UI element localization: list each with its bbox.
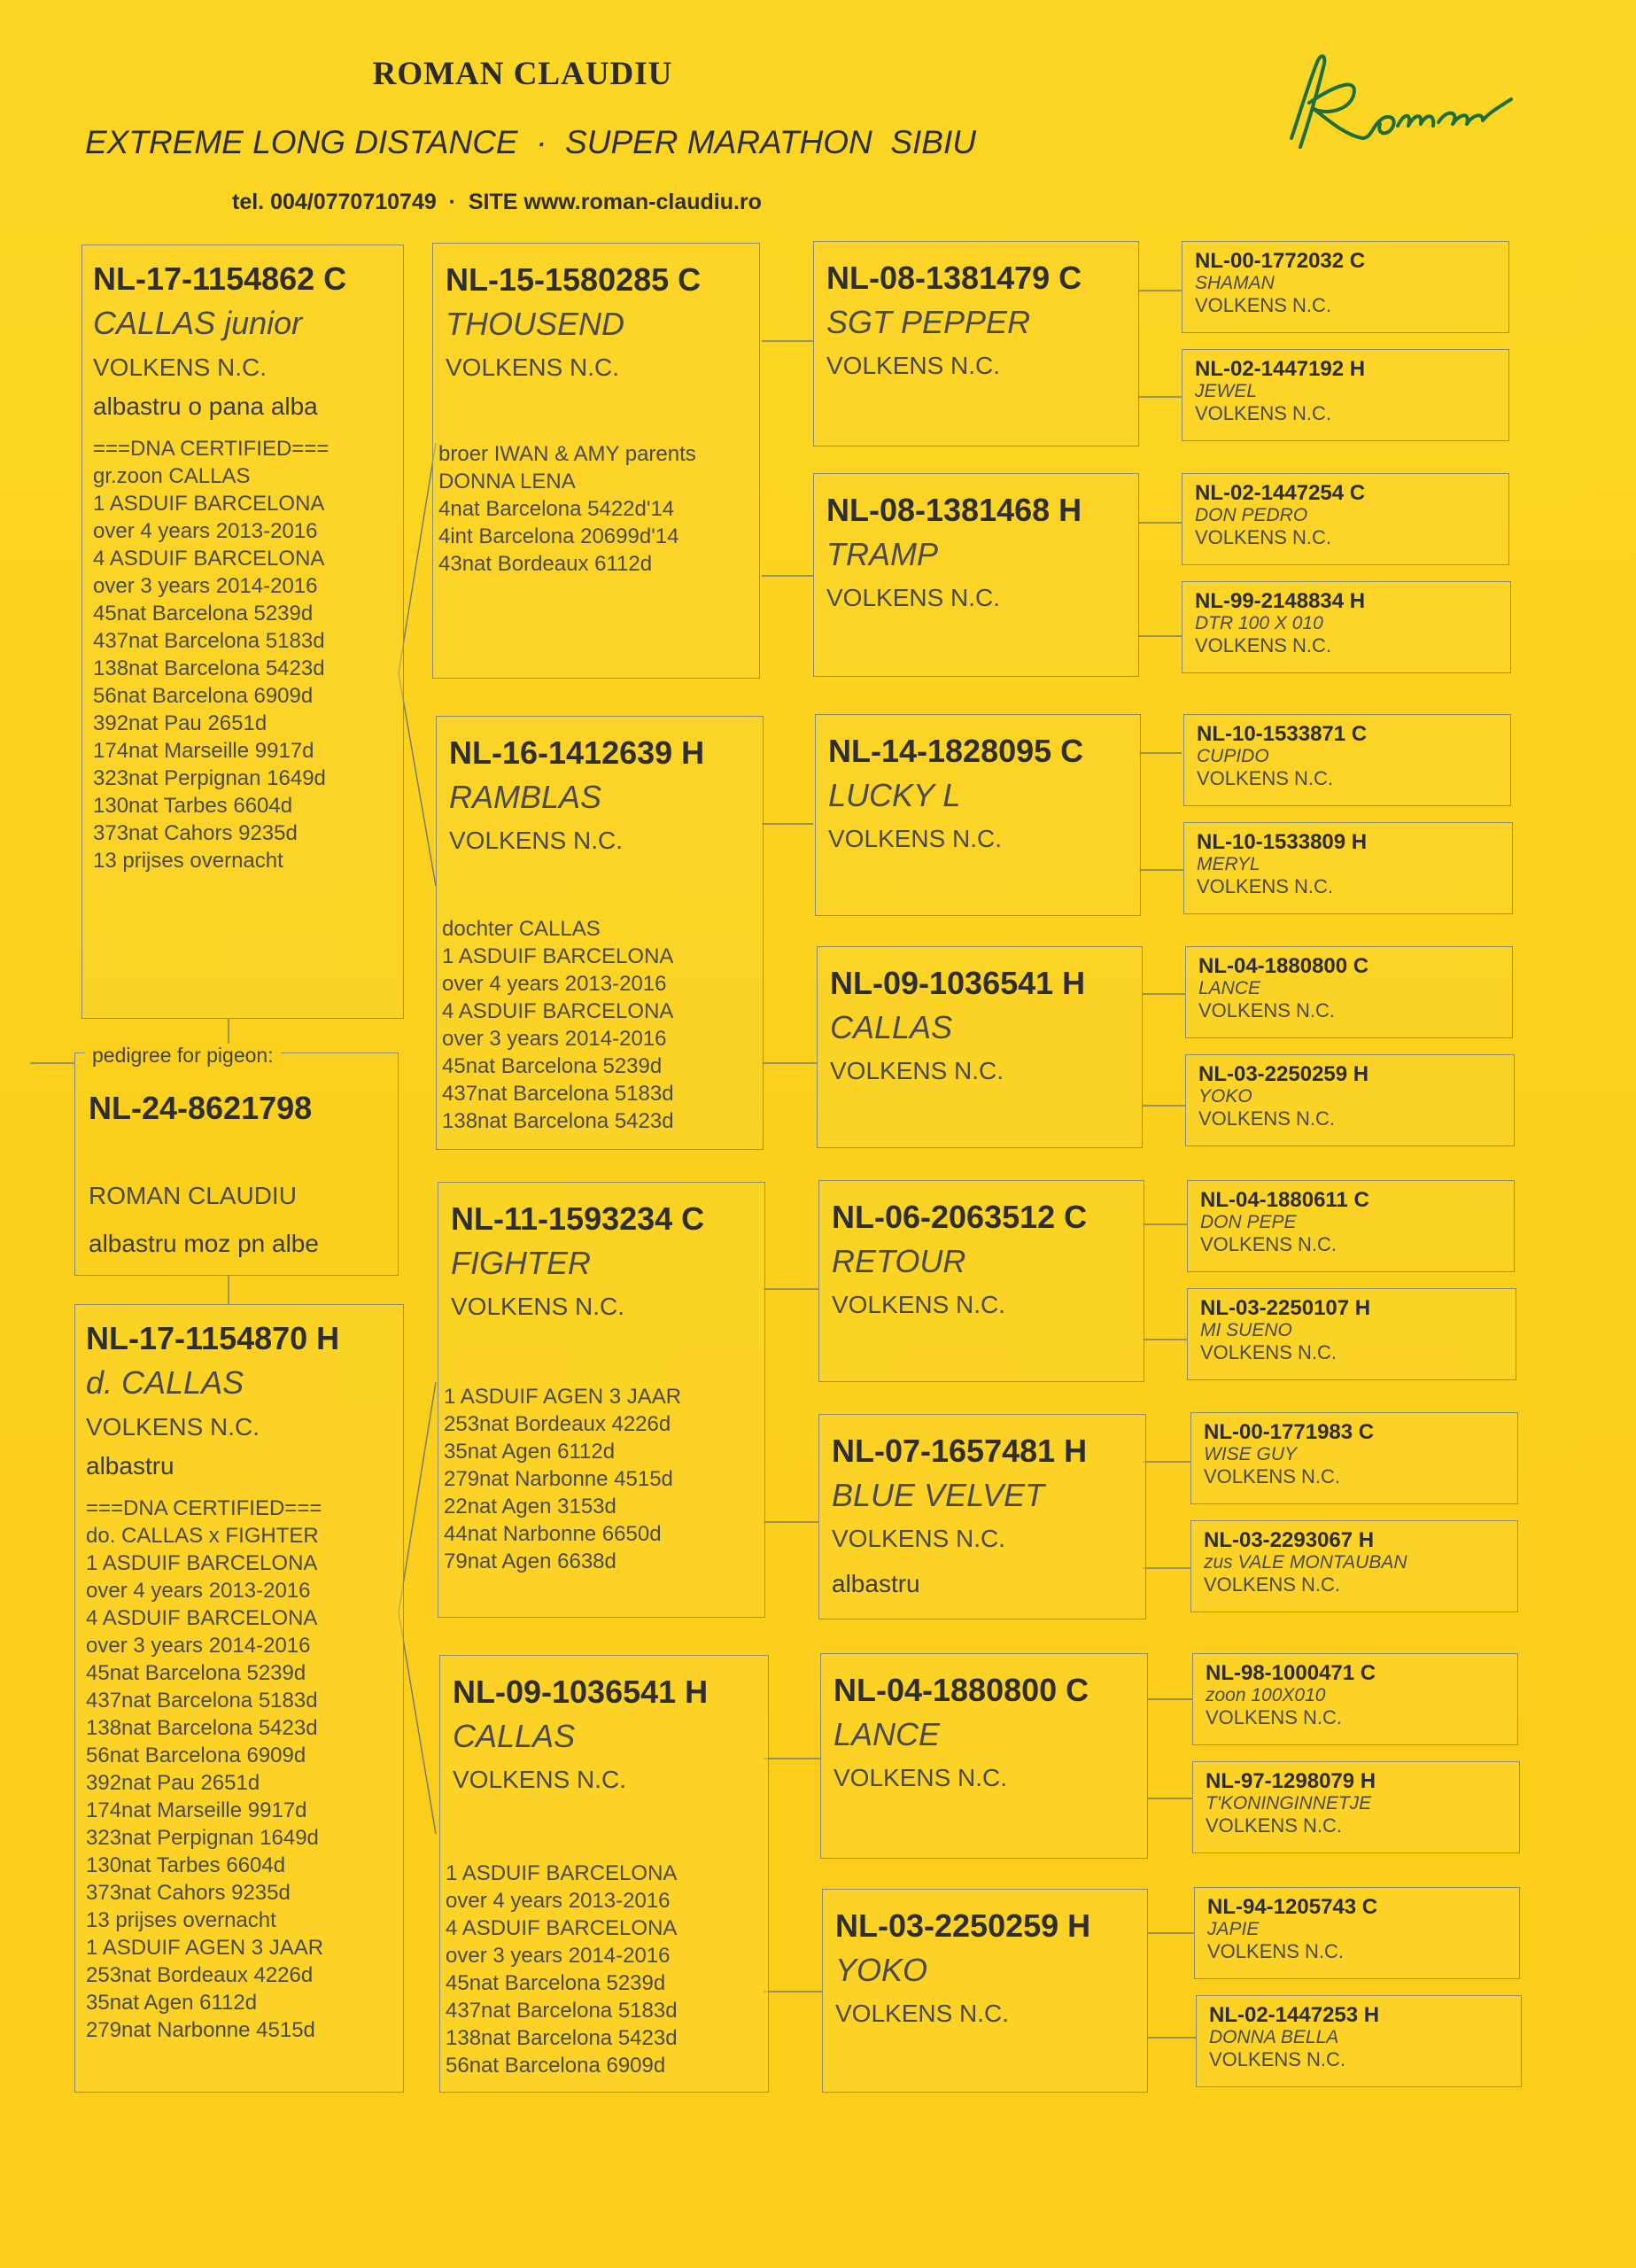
gen2-box — [438, 1182, 765, 1618]
pigeon-name: FIGHTER — [451, 1245, 591, 1281]
note-line: over 4 years 2013-2016 — [86, 1579, 311, 1603]
note-line: 437nat Barcelona 5183d — [442, 1082, 674, 1106]
note-line: 437nat Barcelona 5183d — [446, 1999, 678, 2023]
pigeon-name: RETOUR — [832, 1243, 966, 1279]
note-line: 373nat Cahors 9235d — [93, 821, 298, 845]
ring-number: NL-10-1533809 H — [1197, 830, 1368, 854]
breeder: VOLKENS N.C. — [826, 352, 1001, 379]
pigeon-color: albastru — [86, 1452, 174, 1480]
breeder: VOLKENS N.C. — [834, 1764, 1008, 1791]
breeder: VOLKENS N.C. — [826, 584, 1001, 611]
note-line: 138nat Barcelona 5423d — [446, 2026, 678, 2050]
pigeon-name: CUPIDO — [1197, 746, 1269, 766]
sire-box — [81, 245, 404, 1019]
breeder: VOLKENS N.C. — [86, 1413, 260, 1441]
note-line: 4 ASDUIF BARCELONA — [86, 1606, 318, 1630]
gen4-box — [1194, 1887, 1520, 1979]
pigeon-name: RAMBLAS — [449, 779, 602, 815]
pigeon-name: DON PEPE — [1200, 1212, 1297, 1232]
pigeon-name: THOUSEND — [446, 306, 625, 342]
breeder: VOLKENS N.C. — [453, 1766, 627, 1793]
pedigree-label: pedigree for pigeon: — [85, 1044, 281, 1068]
ring-number: NL-09-1036541 H — [830, 965, 1086, 1001]
ring-number: NL-98-1000471 C — [1206, 1661, 1376, 1685]
ring-number: NL-99-2148834 H — [1195, 589, 1366, 613]
ring-number: NL-06-2063512 C — [832, 1199, 1088, 1235]
pigeon-name: zoon 100X010 — [1206, 1685, 1326, 1705]
note-line: 138nat Barcelona 5423d — [86, 1716, 318, 1740]
pigeon-name: CALLAS — [453, 1718, 576, 1754]
note-line: 56nat Barcelona 6909d — [86, 1744, 306, 1767]
breeder: VOLKENS N.C. — [1207, 1940, 1345, 1962]
breeder: VOLKENS N.C. — [1200, 1341, 1337, 1363]
gen4-box — [1192, 1761, 1520, 1853]
note-line: do. CALLAS x FIGHTER — [86, 1524, 319, 1548]
note-line: over 3 years 2014-2016 — [93, 574, 318, 598]
gen4-box — [1187, 1288, 1516, 1380]
breeder: VOLKENS N.C. — [1206, 1814, 1343, 1837]
note-line: 437nat Barcelona 5183d — [93, 629, 325, 653]
breeder: VOLKENS N.C. — [1195, 402, 1332, 424]
pigeon-name: JEWEL — [1195, 381, 1258, 401]
ring-number: NL-03-2293067 H — [1204, 1528, 1375, 1552]
note-line: 1 ASDUIF BARCELONA — [86, 1551, 318, 1575]
gen2-box — [436, 716, 764, 1150]
gen4-box — [1190, 1520, 1518, 1612]
ring-number: NL-02-1447254 C — [1195, 481, 1366, 505]
note-line: 1 ASDUIF BARCELONA — [446, 1861, 678, 1885]
breeder: VOLKENS N.C. — [1198, 1107, 1336, 1130]
note-line: 1 ASDUIF AGEN 3 JAAR — [444, 1385, 682, 1409]
pigeon-name: LANCE — [834, 1716, 941, 1752]
pigeon-color: albastru — [832, 1570, 920, 1597]
note-line: 174nat Marseille 9917d — [86, 1798, 307, 1822]
performance-notes — [438, 440, 696, 578]
pigeon-name: TRAMP — [826, 536, 938, 572]
gen4-box — [1187, 1180, 1515, 1272]
pigeon-name: MI SUENO — [1200, 1320, 1292, 1340]
note-line: 13 prijses overnacht — [93, 849, 283, 873]
performance-notes — [86, 1495, 392, 2044]
note-line: 253nat Bordeaux 4226d — [444, 1412, 671, 1436]
breeder: VOLKENS N.C. — [1200, 1233, 1337, 1255]
note-line: 1 ASDUIF AGEN 3 JAAR — [86, 1936, 324, 1960]
note-line: 4 ASDUIF BARCELONA — [442, 999, 674, 1023]
note-line: over 4 years 2013-2016 — [93, 519, 318, 543]
pigeon-name: SHAMAN — [1195, 273, 1275, 293]
breeder: VOLKENS N.C. — [1198, 999, 1336, 1021]
gen4-box — [1182, 581, 1511, 673]
gen4-box — [1183, 822, 1513, 914]
gen4-box — [1182, 349, 1509, 441]
breeder: VOLKENS N.C. — [1209, 2048, 1346, 2070]
contact-line: tel. 004/0770710749 · SITE www.roman-claudiu.ro — [232, 190, 762, 214]
pigeon-name: YOKO — [1198, 1086, 1252, 1107]
ring-number: NL-00-1771983 C — [1204, 1420, 1375, 1444]
breeder: VOLKENS N.C. — [830, 1057, 1004, 1084]
note-line: 79nat Agen 6638d — [444, 1550, 616, 1573]
gen4-box — [1182, 473, 1509, 565]
note-line: 253nat Bordeaux 4226d — [86, 1963, 314, 1987]
pigeon-name: LUCKY L — [828, 777, 961, 813]
breeder: VOLKENS N.C. — [832, 1291, 1006, 1318]
subject-owner: ROMAN CLAUDIU — [89, 1182, 297, 1209]
note-line: over 4 years 2013-2016 — [446, 1889, 671, 1913]
note-line: dochter CALLAS — [442, 917, 601, 941]
ring-number: NL-09-1036541 H — [453, 1674, 709, 1710]
note-line: 45nat Barcelona 5239d — [442, 1054, 663, 1078]
breeder: VOLKENS N.C. — [1204, 1573, 1341, 1596]
gen2-box — [432, 243, 760, 679]
gen3-box — [813, 473, 1139, 677]
note-line: 1 ASDUIF BARCELONA — [442, 944, 674, 968]
ring-number: NL-03-2250259 H — [835, 1907, 1091, 1944]
note-line: 130nat Tarbes 6604d — [93, 794, 293, 818]
gen3-box — [818, 1414, 1146, 1619]
pigeon-name: zus VALE MONTAUBAN — [1204, 1552, 1407, 1573]
note-line: over 4 years 2013-2016 — [442, 972, 667, 996]
note-line: 56nat Barcelona 6909d — [446, 2054, 666, 2078]
ring-number: NL-03-2250107 H — [1200, 1296, 1371, 1320]
subject-color: albastru moz pn albe — [89, 1230, 319, 1257]
note-line: DONNA LENA — [438, 470, 576, 493]
note-line: 13 prijses overnacht — [86, 1908, 276, 1932]
pigeon-name: DON PEDRO — [1195, 505, 1308, 525]
performance-notes — [444, 1383, 681, 1575]
note-line: over 3 years 2014-2016 — [446, 1944, 671, 1968]
ring-number: NL-04-1880611 C — [1200, 1188, 1369, 1212]
pigeon-name: WISE GUY — [1204, 1444, 1298, 1464]
gen4-box — [1183, 714, 1511, 806]
note-line: over 3 years 2014-2016 — [86, 1634, 311, 1658]
pigeon-name: MERYL — [1197, 854, 1260, 874]
note-line: 279nat Narbonne 4515d — [444, 1467, 673, 1491]
ring-number: NL-02-1447253 H — [1209, 2003, 1380, 2027]
pigeon-name: DTR 100 X 010 — [1195, 613, 1323, 633]
breeder: VOLKENS N.C. — [832, 1525, 1006, 1552]
note-line: 437nat Barcelona 5183d — [86, 1689, 318, 1713]
note-line: 43nat Bordeaux 6112d — [438, 552, 653, 576]
ring-number: NL-11-1593234 C — [451, 1200, 705, 1237]
performance-notes — [442, 915, 674, 1135]
ring-number: NL-14-1828095 C — [828, 733, 1084, 769]
ring-number: NL-10-1533871 C — [1197, 722, 1368, 746]
note-line: 130nat Tarbes 6604d — [86, 1853, 286, 1877]
breeder: VOLKENS N.C. — [1197, 767, 1334, 789]
breeder: VOLKENS N.C. — [1195, 634, 1332, 656]
subtitle: EXTREME LONG DISTANCE · SUPER MARATHON SIBIU — [85, 124, 976, 160]
pigeon-name: CALLAS — [830, 1009, 953, 1045]
ring-number: NL-08-1381468 H — [826, 492, 1082, 528]
breeder: VOLKENS N.C. — [1195, 294, 1332, 316]
dam-box — [74, 1304, 404, 2093]
breeder-name-heading: ROMAN CLAUDIU — [372, 56, 673, 92]
ring-number: NL-00-1772032 C — [1195, 249, 1366, 273]
ring-number: NL-02-1447192 H — [1195, 357, 1366, 381]
gen3-box — [815, 714, 1141, 916]
ring-number: NL-97-1298079 H — [1206, 1769, 1376, 1793]
ring-number: NL-04-1880800 C — [1198, 954, 1369, 978]
note-line: 45nat Barcelona 5239d — [446, 1971, 666, 1995]
ring-number: NL-07-1657481 H — [832, 1433, 1088, 1469]
performance-notes — [446, 1860, 678, 2079]
pigeon-name: CALLAS junior — [93, 305, 303, 341]
note-line: 44nat Narbonne 6650d — [444, 1522, 662, 1546]
gen4-box — [1185, 946, 1513, 1038]
note-line: 279nat Narbonne 4515d — [86, 2018, 315, 2042]
note-line: 323nat Perpignan 1649d — [93, 766, 326, 790]
note-line: 4int Barcelona 20699d'14 — [438, 524, 679, 548]
gen4-box — [1190, 1412, 1518, 1504]
pigeon-name: BLUE VELVET — [832, 1477, 1045, 1513]
breeder: VOLKENS N.C. — [451, 1293, 625, 1320]
note-line: over 3 years 2014-2016 — [442, 1027, 667, 1051]
note-line: 35nat Agen 6112d — [444, 1440, 616, 1464]
note-line: 392nat Pau 2651d — [93, 711, 267, 735]
gen4-box — [1182, 241, 1509, 333]
pigeon-name: DONNA BELLA — [1209, 2027, 1339, 2047]
breeder: VOLKENS N.C. — [835, 2000, 1010, 2027]
note-line: 45nat Barcelona 5239d — [93, 602, 314, 625]
pigeon-name: d. CALLAS — [86, 1364, 244, 1401]
pigeon-name: LANCE — [1198, 978, 1261, 998]
pigeon-name: JAPIE — [1207, 1919, 1260, 1939]
note-line: 138nat Barcelona 5423d — [93, 656, 325, 680]
note-line: gr.zoon CALLAS — [93, 464, 251, 488]
gen3-box — [822, 1889, 1148, 2093]
breeder: VOLKENS N.C. — [446, 353, 620, 381]
note-line: 138nat Barcelona 5423d — [442, 1109, 674, 1133]
note-line: 56nat Barcelona 6909d — [93, 684, 314, 708]
ring-number: NL-17-1154862 C — [93, 260, 347, 297]
performance-notes — [93, 435, 392, 874]
ring-number: NL-17-1154870 H — [86, 1320, 340, 1356]
ring-number: NL-04-1880800 C — [834, 1672, 1089, 1708]
gen4-box — [1196, 1995, 1522, 2087]
breeder: VOLKENS N.C. — [1204, 1465, 1341, 1487]
ring-number: NL-94-1205743 C — [1207, 1895, 1378, 1919]
note-line: 22nat Agen 3153d — [444, 1495, 616, 1518]
note-line: 4 ASDUIF BARCELONA — [93, 547, 325, 571]
gen3-box — [818, 1180, 1144, 1382]
gen3-box — [820, 1653, 1148, 1859]
gen4-box — [1185, 1054, 1515, 1146]
gen3-box — [813, 241, 1139, 447]
breeder: VOLKENS N.C. — [1206, 1706, 1343, 1728]
breeder: VOLKENS N.C. — [1197, 875, 1334, 897]
pigeon-name: T'KONINGINNETJE — [1206, 1793, 1372, 1814]
note-line: 4nat Barcelona 5422d'14 — [438, 497, 675, 521]
note-line: 392nat Pau 2651d — [86, 1771, 260, 1795]
breeder: VOLKENS N.C. — [449, 827, 624, 854]
subject-ring-number: NL-24-8621798 — [89, 1090, 313, 1126]
note-line: 4 ASDUIF BARCELONA — [446, 1916, 678, 1940]
note-line: ===DNA CERTIFIED=== — [93, 437, 330, 461]
note-line: 1 ASDUIF BARCELONA — [93, 492, 325, 516]
ring-number: NL-16-1412639 H — [449, 734, 705, 771]
ring-number: NL-08-1381479 C — [826, 260, 1082, 296]
note-line: 373nat Cahors 9235d — [86, 1881, 291, 1905]
breeder: VOLKENS N.C. — [93, 353, 267, 381]
note-line: 323nat Perpignan 1649d — [86, 1826, 319, 1850]
breeder: VOLKENS N.C. — [828, 825, 1003, 852]
gen2-box — [439, 1655, 769, 2093]
note-line: ===DNA CERTIFIED=== — [86, 1496, 322, 1520]
breeder: VOLKENS N.C. — [1195, 526, 1332, 548]
ring-number: NL-15-1580285 C — [446, 261, 702, 298]
gen4-box — [1192, 1653, 1518, 1745]
note-line: 35nat Agen 6112d — [86, 1991, 258, 2015]
ring-number: NL-03-2250259 H — [1198, 1062, 1369, 1086]
pigeon-color: albastru o pana alba — [93, 392, 318, 420]
pigeon-name: YOKO — [835, 1952, 928, 1988]
note-line: 174nat Marseille 9917d — [93, 739, 314, 763]
note-line: broer IWAN & AMY parents — [438, 442, 696, 466]
gen3-box — [817, 946, 1143, 1148]
note-line: 45nat Barcelona 5239d — [86, 1661, 306, 1685]
pigeon-name: SGT PEPPER — [826, 304, 1031, 340]
